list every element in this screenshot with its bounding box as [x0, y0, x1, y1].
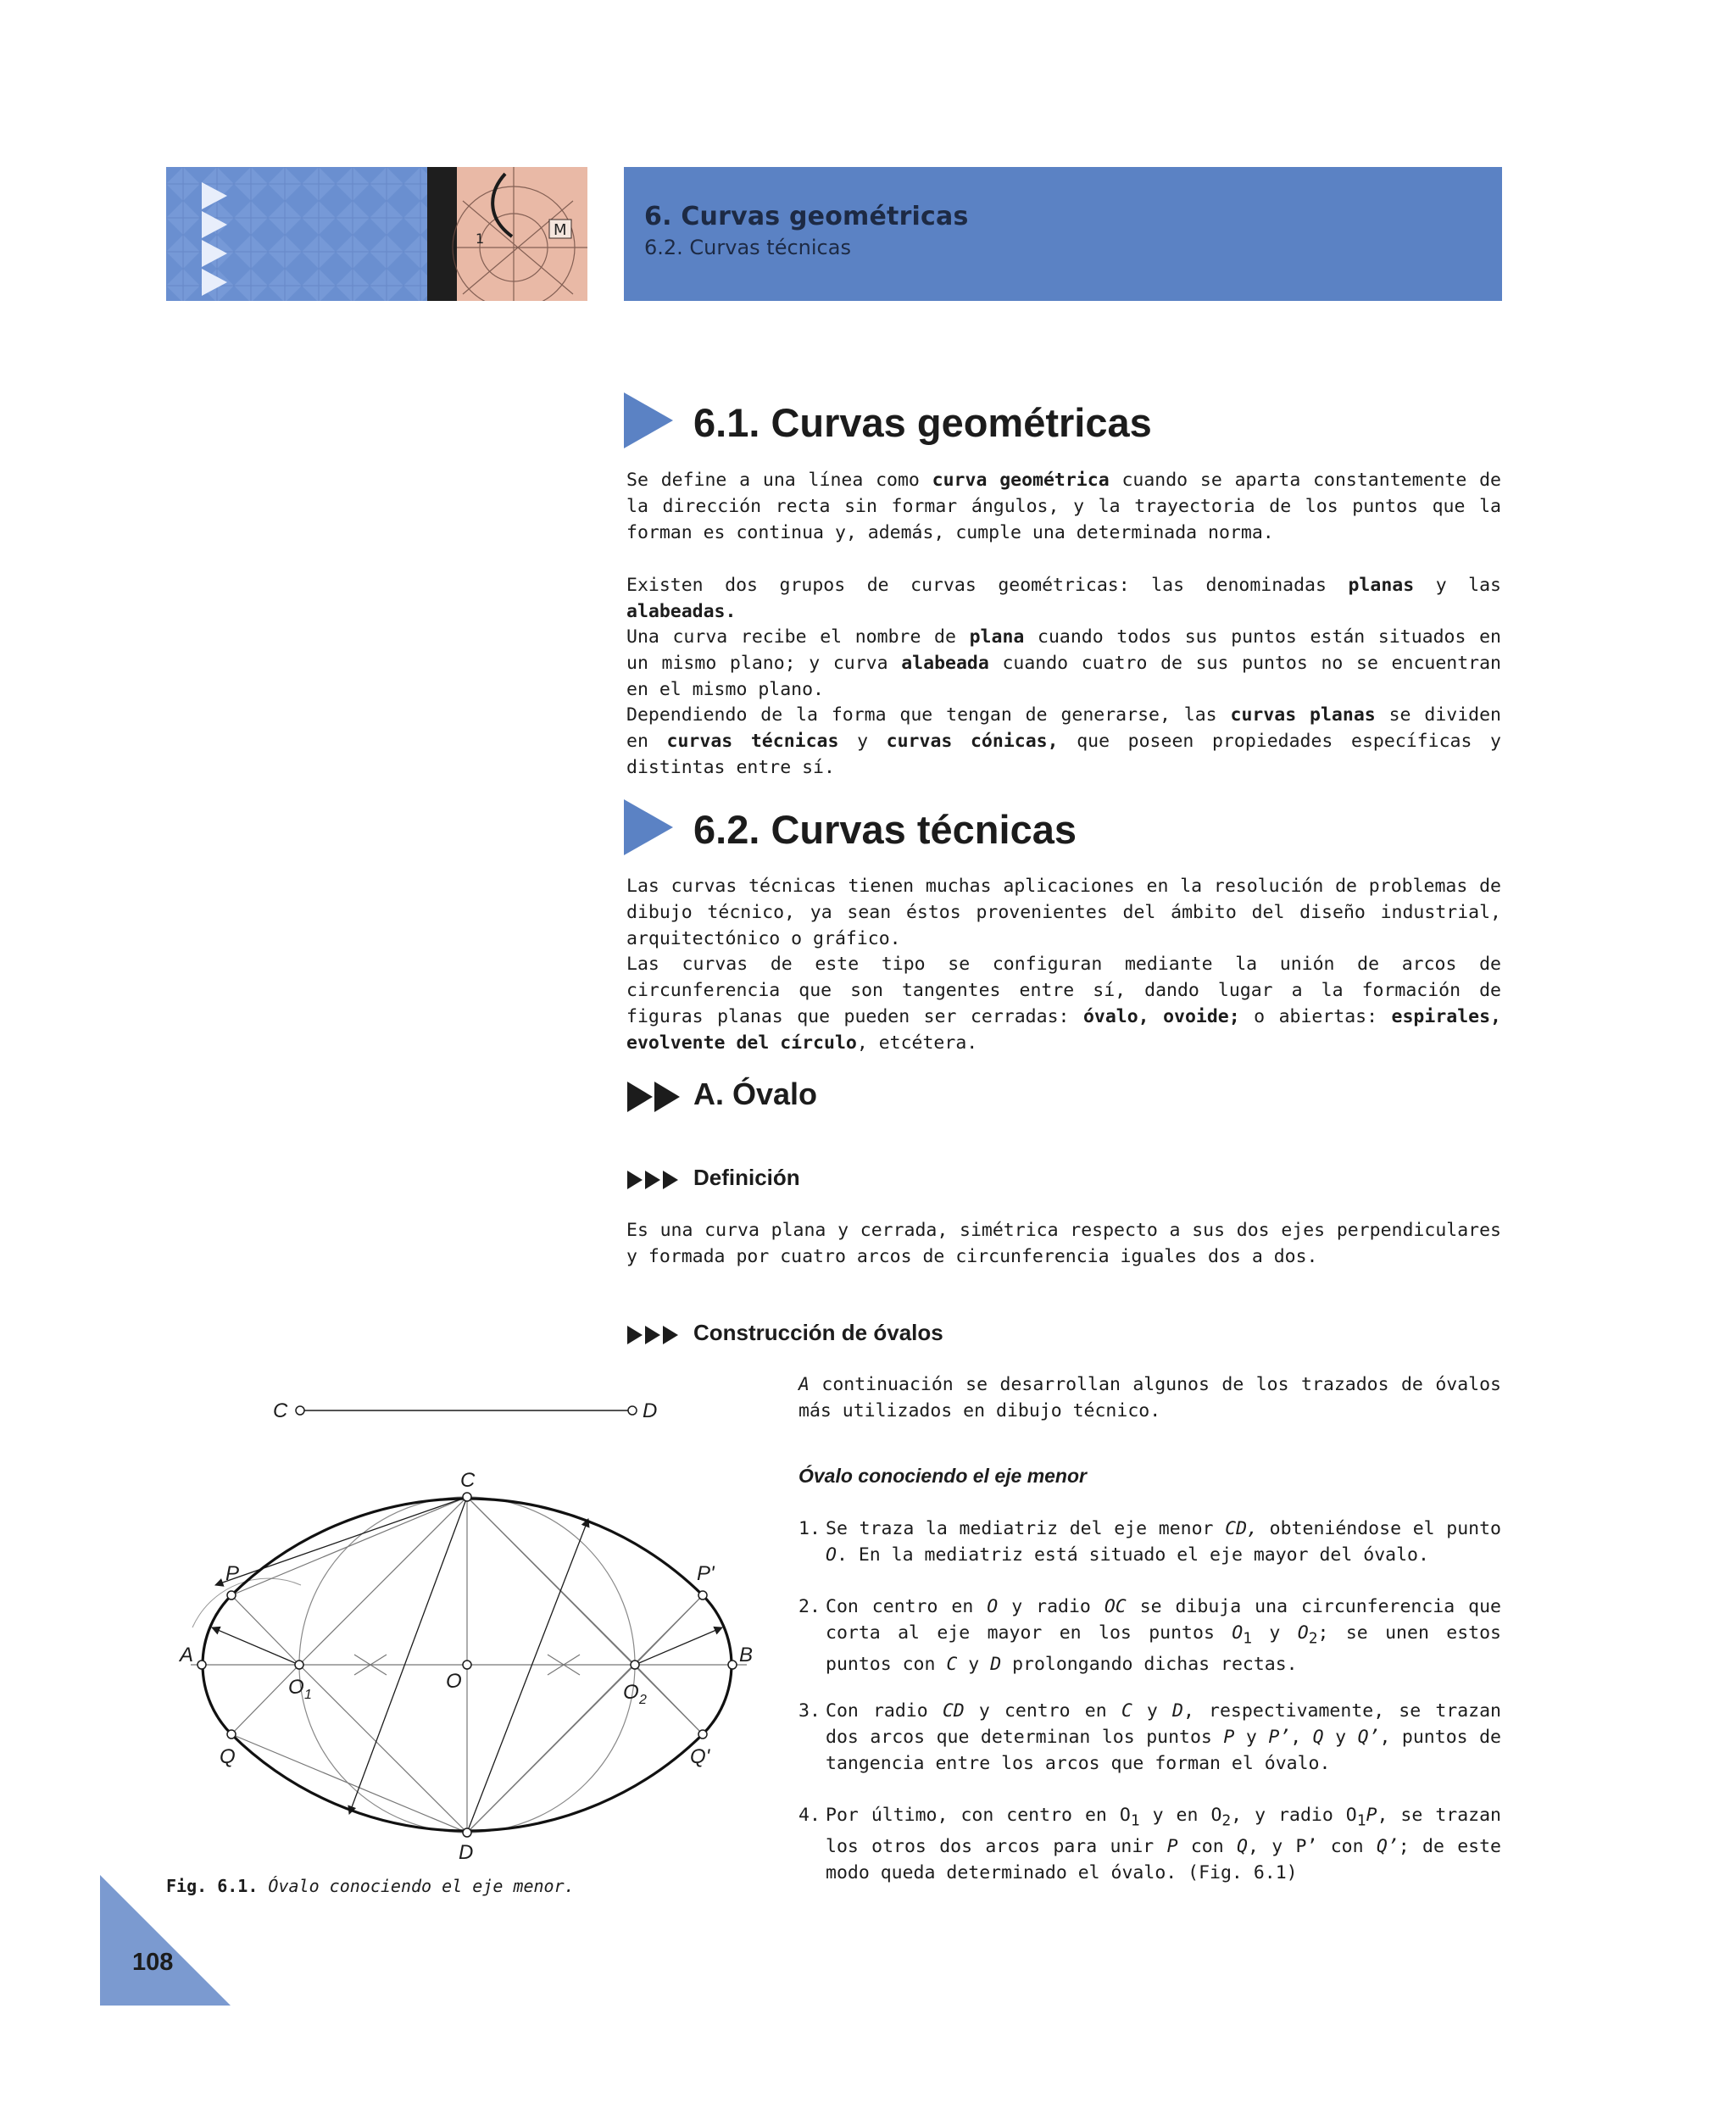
section-heading-6-1 [624, 392, 1505, 452]
method-title: Óvalo conociendo el eje menor [798, 1465, 1087, 1487]
paragraph-plana: Una curva recibe el nombre de plana cuando todos sus puntos están situados en un mismo plano; y curva alabeada cuando cuatro de sus puntos no se encuentran en el mismo plano. [626, 626, 1501, 700]
oval-construction-figure [170, 1390, 780, 1865]
triangle-bullet-icon [624, 799, 673, 855]
figure-label-o: O [446, 1670, 462, 1693]
header-decorative-image [166, 167, 587, 301]
paragraph-groups: Existen dos grupos de curvas geométricas: las denominadas planas y las alabeadas. [626, 575, 1501, 622]
page-number: 108 [132, 1949, 174, 1976]
figure-label-c: C [460, 1469, 476, 1492]
heading-construccion: Construcción de óvalos [693, 1320, 943, 1345]
triple-triangle-icon [627, 1326, 680, 1348]
heading-definicion: Definición [693, 1165, 800, 1190]
triple-triangle-icon [627, 1171, 680, 1193]
figure-label-o2: O [623, 1681, 639, 1704]
double-triangle-icon [627, 1082, 682, 1115]
paragraph-applications: Las curvas técnicas tienen muchas aplicaciones en la resolución de problemas de dibujo técnico, ya sean éstos provenientes del ámbito del diseño industrial, arquitectónico o gráfico. [626, 876, 1501, 949]
figure-label-c-top: C [273, 1399, 288, 1422]
section-heading-text: 6.1. Curvas geométricas [693, 400, 1152, 445]
svg-text:M: M [554, 221, 567, 239]
figure-caption: Fig. 6.1. Óvalo conociendo el eje menor. [166, 1876, 575, 1896]
paragraph-definition: Se define a una línea como curva geométrica cuando se aparta constantemente de la dirección recta sin formar ángulos, y la trayectoria de los puntos que la forman es continua y, además, cumple una determinada norma. [626, 470, 1501, 543]
svg-text:1: 1 [476, 231, 485, 247]
paragraph-configuration: Las curvas de este tipo se configuran mediante la unión de arcos de circunferencia que son tangentes entre sí, dando lugar a la formación de figuras planas que pueden ser cerradas: óvalo, ovoide; o abiertas: espirales, evolvente del círculo, etcétera. [626, 954, 1501, 1054]
figure-label-b: B [739, 1644, 754, 1666]
header-band [624, 167, 1502, 301]
figure-label-o1: O [288, 1676, 304, 1699]
figure-label-o1-sub: 1 [304, 1688, 312, 1702]
figure-label-o2-sub: 2 [639, 1693, 647, 1707]
chapter-title: 6. Curvas geométricas [644, 202, 969, 231]
figure-label-d-top: D [643, 1399, 658, 1422]
figure-label-a: A [180, 1644, 194, 1666]
triangle-bullet-icon [624, 392, 673, 448]
figure-label-p-prime: P' [697, 1562, 715, 1585]
figure-label-d: D [459, 1841, 474, 1864]
paragraph-construction-intro: A continuación se desarrollan algunos de los trazados de óvalos más utilizados en dibujo técnico. [798, 1374, 1501, 1421]
paragraph-division: Dependiendo de la forma que tengan de generarse, las curvas planas se dividen en curvas técnicas y curvas cónicas, que poseen propiedades específicas y distintas entre sí. [626, 704, 1501, 778]
figure-label-q: Q [220, 1745, 236, 1768]
subsection-heading-ovalo: A. Óvalo [693, 1077, 818, 1111]
page-corner-triangle [100, 1875, 231, 2009]
section-heading-6-2 [624, 799, 1505, 859]
section-heading-text: 6.2. Curvas técnicas [693, 807, 1077, 852]
figure-label-q-prime: Q' [690, 1745, 710, 1768]
figure-label-p: P [225, 1562, 240, 1585]
section-subtitle: 6.2. Curvas técnicas [644, 236, 851, 259]
paragraph-ovalo-definition: Es una curva plana y cerrada, simétrica respecto a sus dos ejes perpendiculares y formada por cuatro arcos de circunferencia iguales dos a dos. [626, 1220, 1501, 1267]
